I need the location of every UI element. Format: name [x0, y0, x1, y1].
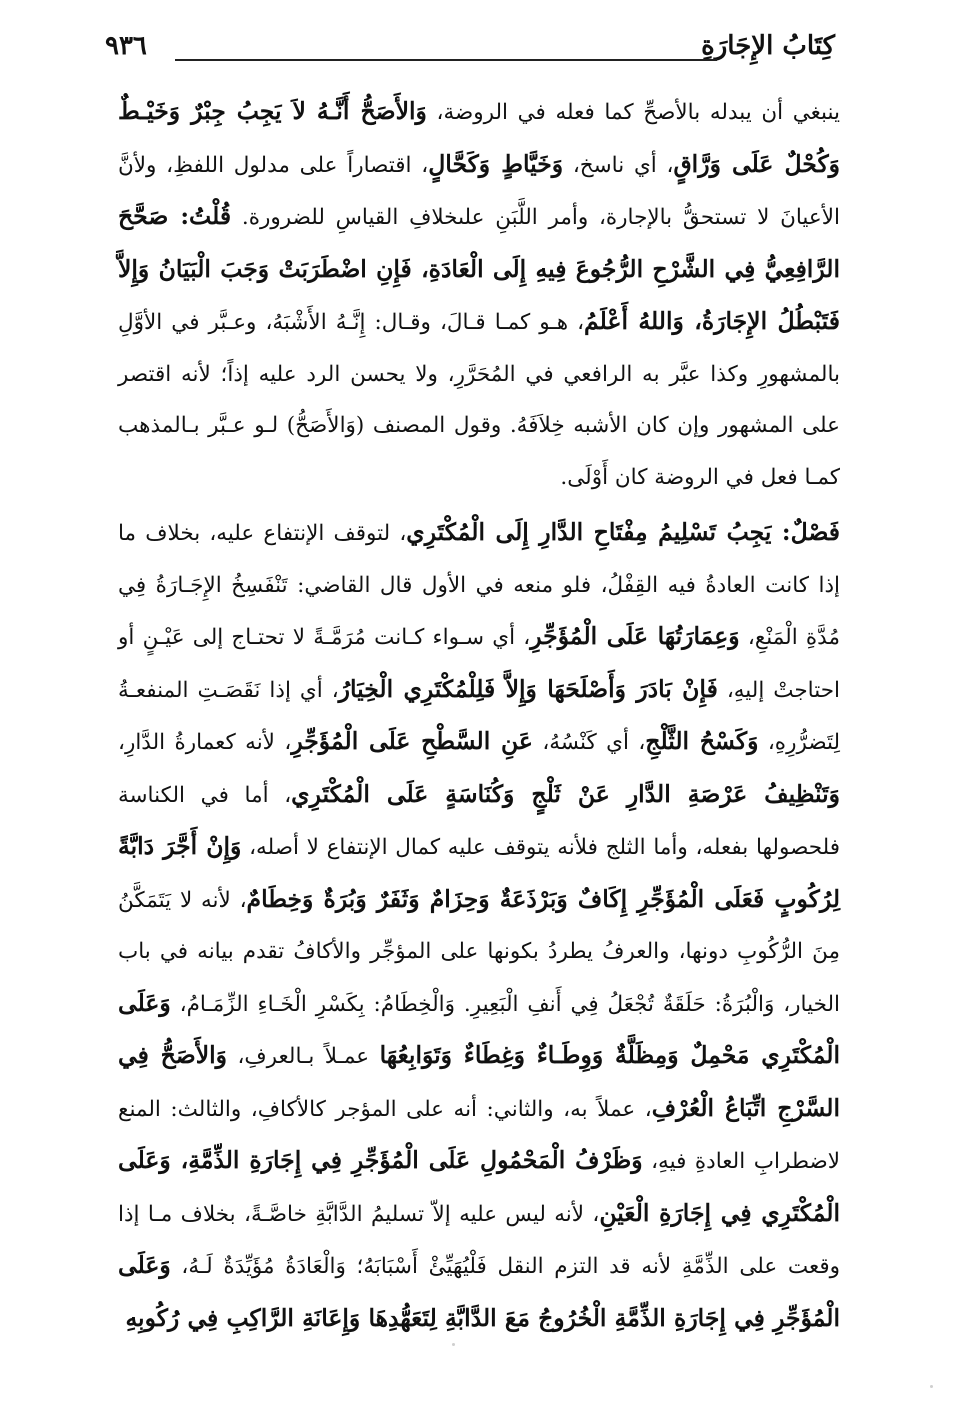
commentary-text: ، هـو كمـا قـالَ، وقـال: إِنَّـهُ الأَشْبَهُ، وعـبَّر في الأوَّلِ بالمشهورِ وكذا عبَّر به الرافعي في المُحَرَّرِ، ولا يحسن الرد عليه إذاً؛ لأنه اقتصر على المشهور وإن كان الأشبه خِلاَفَهُ. وقول المصنف (وَالأَصَحُّ) لـو عـبَّر بـالمذهب كمـا فعل في الروضة كان أَوْلَى.	[118, 310, 840, 490]
commentary-text: ، أما في الكناسة فلحصولها بفعله، وأما الثلج فلأنه يتوقف عليه كمال الإنتفاع لا أصله،	[118, 782, 841, 860]
commentary-text: تَنْفَسِخُ الإِجَـارَةُ فِي مُدَّةِ الْمَنْعِ	[118, 572, 840, 650]
matn-text: وَإِنْ أَجَّرَ دَابَّةً لِرُكُوبٍ فَعَلَى الْمُؤَجِّرِ إِكَافٌ وَبَرْذَعَةٌ وَحِزَامٌ وَثَفَرٌ وَبُرَةٌ وَخِطَامٌ	[118, 832, 840, 913]
body-text	[118, 86, 840, 1345]
page-number: ٩٣٦	[105, 31, 147, 61]
commentary-text: ، لأنه كعمارةُ الدَّارِ،	[118, 730, 292, 755]
matn-text: عَنِ السَّطْحِ عَلَى الْمُؤَجِّرِ	[291, 727, 533, 755]
header-rule	[175, 59, 717, 61]
matn-text: وَعَلَى الْمُؤَجِّرِ فِي إِجَارَةِ الذِّمَّةِ الْخُرُوجُ مَعَ الدَّابَّةِ لِتَعَهُّدِهَا وَإِعَانَةِ الرَّاكِبِ فِي رُكُوبِهِ	[118, 1251, 840, 1332]
commentary-text: ينبغي أن يبدله بالأصحِّ كما فعله في الروضة،	[426, 100, 841, 125]
paragraph	[118, 507, 840, 1345]
commentary-text: ،	[739, 625, 755, 650]
commentary-text: ، أي سـواء كـانت مُرَمَّـةً لا تحتـاج إلى عَيْـنٍ أو احتاجتْ إليهِ،	[118, 625, 840, 703]
commentary-text: ، لأنه ليس عليه إلاّ تسليمُ الدَّابَّةِ خاصَّـةً، بخلاف مـا إذا وقعت على الذِّمَّةِ لأنه قد التزم النقل فَلْيُهَيِّئْ أَسْبَابَهُ؛ وَالْعَادَةُ مُؤَيِّدَةٌ لَـهُ،	[118, 1201, 840, 1279]
matn-text: وَالأَصَحُّ أَنَّـهُ لاَ يَجِبُ جِبْرٌ وَخَيْـطٌ وَكُحْلٌ عَلَى وَرَّاقٍ	[118, 97, 840, 178]
commentary-text: ، أي إذا نَقَصَـتِ المنفعـةُ لِتَضرُّرِهِ،	[118, 677, 841, 755]
running-header	[105, 28, 835, 68]
paragraph	[118, 86, 840, 503]
matn-text: وَالأَصَحُّ فِي السَّرْجِ اتِّبَاعُ الْعُرْفِ	[118, 1041, 840, 1122]
commentary-text: ، اقتصاراً على مدلول اللفظِ، ولأنَّ الأعيانَ لا تستحقُّ بالإجارة، وأمر اللَّبَنِ علىخلافِ القياسِ للضرورة.	[118, 152, 840, 230]
matn-text: قُلْتُ: صَحَّحَ الرَّافِعِيُّ فِي الشَّرْحِ الرُّجُوعَ فِيهِ إِلَى الْعَادَةِ، فَإِنِ اضْطَرَبَتْ وَجَبَ الْبَيَانُ وَإِلاَّ فَتَبْطُلُ الإِجَارَةُ، وَاللهُ أَعْلَمُ	[118, 202, 840, 335]
commentary-text: ، لتوقف الإنتفاع عليه، بخلاف ما إذا كانت العادةُ فيه القِفْلُ، فلو منعه في الأول قال القاضي:	[118, 521, 840, 598]
matn-text: وَخَيَّاطٍ وَكَحَّالٍ	[428, 149, 564, 178]
scan-speck	[452, 1343, 455, 1346]
matn-text: فَصْلٌ:	[771, 518, 840, 546]
commentary-text: عمـلاً بـالعرفِ،	[227, 1044, 380, 1069]
matn-text: فَإِنْ بَادَرَ وَأَصْلَحَهَا وَإِلاَّ فَلِلْمُكْتَرِي الْخِيَارُ	[338, 674, 718, 703]
running-title: كِتَابُ الإِجَارَةِ	[701, 31, 835, 61]
scan-speck	[930, 1385, 933, 1388]
matn-text: وَعِمَارَتُهَا عَلَى الْمُؤَجِّرِ	[530, 622, 740, 650]
commentary-text: ، لأنه لا يَتَمَكَّنُ مِنَ الرُّكُوبِ دونها، والعرفُ يطردُ بكونها على المؤجِّر والأكافُ تقدم بيانه في باب الخيار، وَالْبُرَةُ: حَلَقَةٌ تُجْعَلُ فِي أَنفِ الْبَعِيرِ. وَالْخِطَامُ: بِكَسْرِ الْخَـاءِ الزِّمَـامُ،	[118, 887, 840, 1017]
matn-text: وَكَسْحُ الثَّلْجِ	[645, 727, 759, 755]
commentary-text: ، أي ناسخ،	[563, 152, 674, 178]
matn-text: وَتَنْظِيفُ عَرْصَةِ الدَّارِ عَنْ ثَلْجٍ وَكُنَاسَةٍ عَلَى الْمُكْتَرِي	[291, 779, 840, 808]
matn-text: يَجِبُ تَسْلِيمُ مِفْتَاحِ الدَّارِ إِلَى الْمُكْتَرِي	[406, 518, 772, 546]
commentary-text: ، أي كَنْسُهُ،	[532, 730, 646, 755]
matn-text: وَعَلَى الْمُكْتَرِي مَحْمِلٌ وَمِظَلَّةٌ وَوِطَـاءٌ وَغِطَاءٌ وَتَوَابِعُهَا	[118, 988, 840, 1069]
commentary-text: ، عملاً به، والثاني: أنه على المؤجر كالأكافِ، والثالث: المنع لاضطرابِ العادةِ فيهِ،	[118, 1096, 840, 1174]
matn-text: وَظَرْفُ الْمَحْمُولِ عَلَى الْمُؤَجِّرِ فِي إِجَارَةِ الذِّمَّةِ، وَعَلَى الْمُكْتَرِي فِي إِجَارَةِ الْعَيْنِ	[118, 1146, 840, 1227]
